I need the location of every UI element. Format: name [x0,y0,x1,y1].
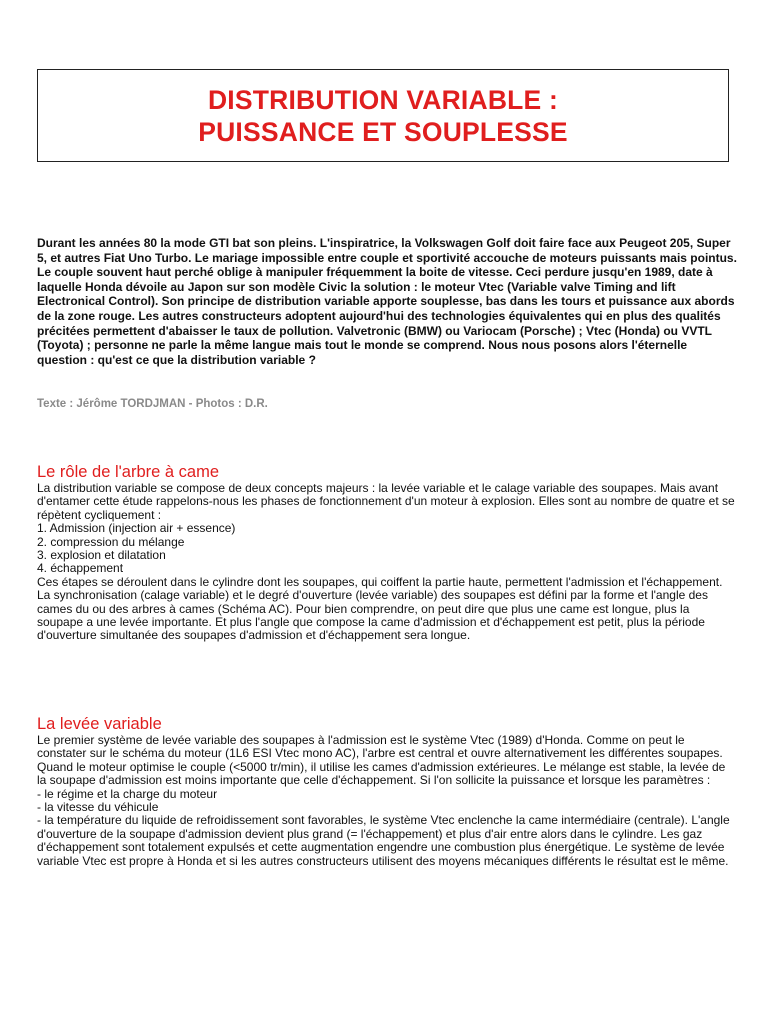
section-heading: La levée variable [37,715,162,733]
intro-paragraph: Durant les années 80 la mode GTI bat son pleins. L'inspiratrice, la Volkswagen Golf doit faire face aux Peugeot 205, Super 5, et autres Fiat Uno Turbo. Le mariage impossible entre couple et sportivité accouche de moteurs puissants mais pointus. Le couple souvent haut perché oblige à manipuler fréquemment la boite de vitesse. Ceci perdure jusqu'en 1989, date à laquelle Honda dévoile au Japon sur son modèle Civic la solution : le moteur Vtec (Variable valve Timing and lift Electronical Control). Son principe de distribution variable apporte souplesse, bas dans les tours et puissance aux abords de la zone rouge. Les autres constructeurs adoptent aujourd'hui des technologies équivalentes qui en plus des qualités précitées permettent d'abaisser le taux de pollution. Valvetronic (BMW) ou Variocam (Porsche) ; Vtec (Honda) ou VVTL (Toyota) ; personne ne parle la même langue mais tout le monde se comprend. Nous nous posons alors l'éternelle question : qu'est ce que la distribution variable ? [37,236,737,367]
page-title-line-2: PUISSANCE ET SOUPLESSE [198,116,568,147]
list-item: 2. compression du mélange [37,534,185,549]
list-item: - la vitesse du véhicule [37,800,159,815]
page-title-line-1: DISTRIBUTION VARIABLE : [207,84,559,115]
author-credit: Texte : Jérôme TORDJMAN - Photos : D.R. [37,398,268,410]
list-item: 4. échappement [37,561,124,576]
list-item: 1. Admission (injection air + essence) [37,521,236,536]
section-body [37,734,737,868]
paragraph: Le premier système de levée variable des soupapes à l'admission est le système Vtec (1989) d'Honda. Comme on peut le constater sur le schéma du moteur (1L6 ESI Vtec mono AC), l'arbre est central et ouvre alternativement les différentes soupapes. Quand le moteur optimise le couple (<5000 tr/min), il utilise les cames d'admission extérieures. Le mélange est stable, la levée de la soupape d'admission est moins importante que celle d'échappement. Si l'on sollicite la puissance et lorsque les paramètres : [37,733,726,788]
section-body [37,482,737,643]
section-heading: Le rôle de l'arbre à came [37,463,219,481]
paragraph: Ces étapes se déroulent dans le cylindre dont les soupapes, qui coiffent la partie haute, permettent l'admission et l'échappement. La synchronisation (calage variable) et le degré d'ouverture (levée variable) des soupapes est défini par la forme et l'angle des cames du ou des arbres à cames (Schéma AC). Pour bien comprendre, on peut dire que plus une came est longue, plus la soupape a une levée importante. Et plus l'angle que compose la came d'admission et d'échappement est petit, plus la période d'ouverture simultanée des soupapes d'admission et d'échappement sera longue. [37,574,723,643]
title-box [37,69,729,162]
list-item: 3. explosion et dilatation [37,548,166,563]
section-levee-variable [37,714,737,868]
section-arbre-a-came [37,462,737,643]
paragraph: - la température du liquide de refroidissement sont favorables, le système Vtec enclenche la came intermédiaire (centrale). L'angle d'ouverture de la soupape d'admission devient plus grand (= l'échappement) et plus d'air entre alors dans le cylindre. Les gaz d'échappement sont totalement expulsés et cette augmentation engendre une combustion plus énergétique. Le système de levée variable Vtec est propre à Honda et si les autres constructeurs utilisent des moyens mécaniques différents le résultat est le même. [37,813,730,868]
paragraph: La distribution variable se compose de deux concepts majeurs : la levée variable et le calage variable des soupapes. Mais avant d'entamer cette étude rappelons-nous les phases de fonctionnement d'un moteur à explosion. Elles sont au nombre de quatre et se répètent cycliquement : [37,481,735,522]
list-item: - le régime et la charge du moteur [37,786,218,801]
